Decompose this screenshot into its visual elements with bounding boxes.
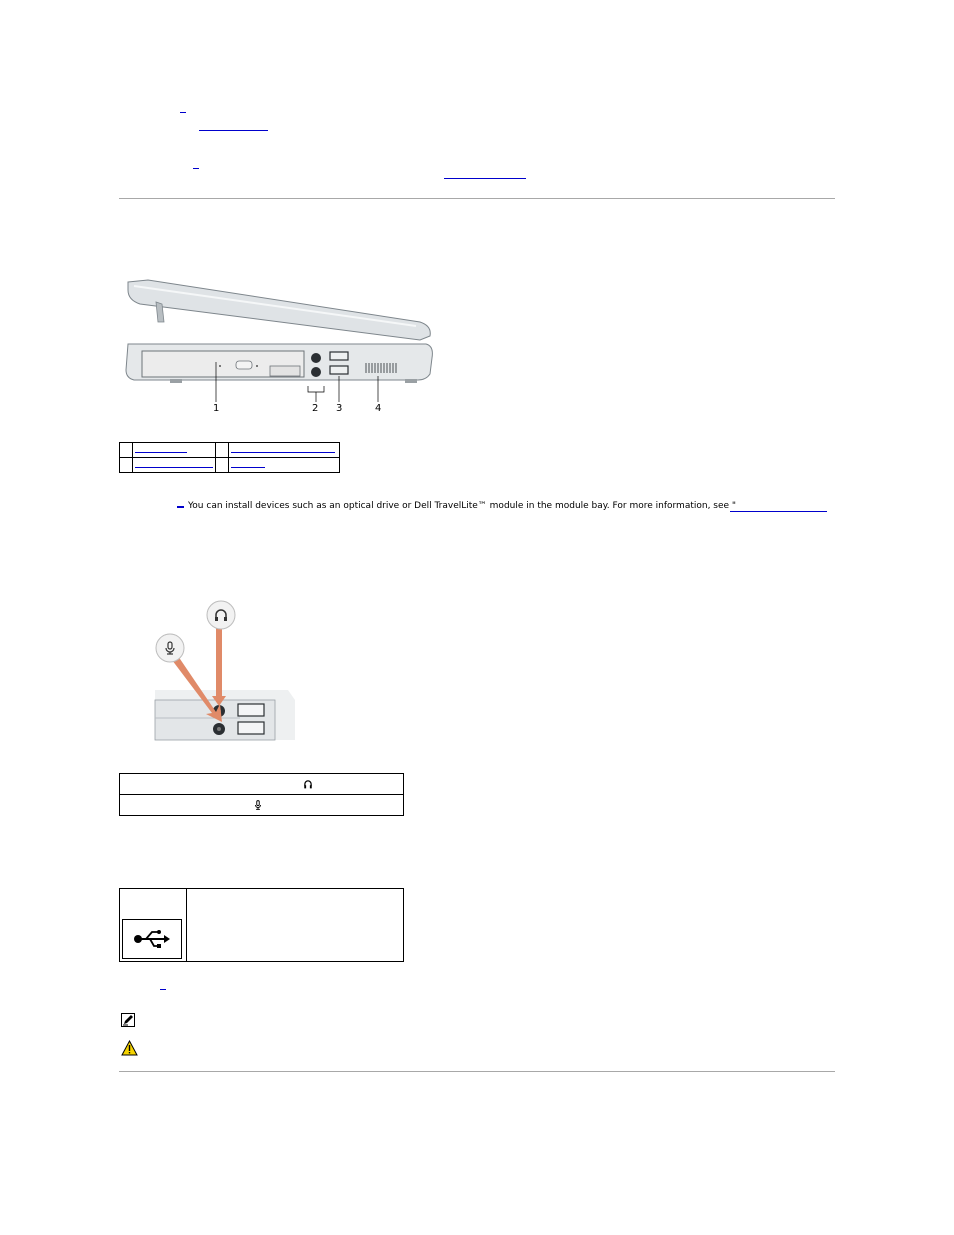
table-row <box>120 889 404 962</box>
back-to-top-link-1[interactable] <box>180 112 186 113</box>
usb-icon-box <box>122 919 182 959</box>
table-row <box>120 443 340 458</box>
microphone-inline-icon <box>253 800 263 810</box>
legend-num: 3 <box>216 443 229 458</box>
headphone-row <box>120 774 404 795</box>
module-bay-link[interactable] <box>730 503 827 512</box>
audio-legend-table <box>119 773 404 816</box>
link-fragment-2[interactable] <box>444 170 526 179</box>
usb-legend-table <box>119 888 404 962</box>
left-side-view-image <box>120 278 440 418</box>
legend-num: 1 <box>120 443 133 458</box>
usb-icon-cell <box>120 889 187 962</box>
table-row <box>120 458 340 473</box>
module-bay-description: You can install devices such as an optical drive or Dell TravelLite™ module in the module bay. For more information, see " <box>188 501 737 511</box>
side-view-legend-table <box>119 442 340 473</box>
legend-link-usb[interactable] <box>229 443 340 458</box>
section-divider-bottom <box>119 1071 835 1072</box>
microphone-icon <box>162 640 178 656</box>
module-bay-bullet <box>177 506 184 508</box>
usb-icon <box>132 929 172 949</box>
legend-link-module-bay[interactable] <box>133 443 216 458</box>
headphones-icon <box>213 607 229 623</box>
section-divider-top <box>119 198 835 199</box>
legend-num: 4 <box>216 458 229 473</box>
microphone-row <box>120 795 404 816</box>
image-callout-2: 2 <box>312 403 319 414</box>
legend-num: 2 <box>120 458 133 473</box>
image-callout-3: 3 <box>336 403 343 414</box>
image-callout-4: 4 <box>375 403 382 414</box>
table-row <box>120 774 404 795</box>
back-to-top-link-3[interactable] <box>160 989 166 990</box>
usb-description <box>187 889 404 962</box>
link-fragment-1[interactable] <box>199 122 268 131</box>
legend-link-vents[interactable] <box>229 458 340 473</box>
back-to-top-link-2[interactable] <box>193 168 199 169</box>
caution-triangle-icon <box>121 1040 138 1056</box>
image-callout-1: 1 <box>213 403 220 414</box>
note-pencil-icon <box>121 1013 135 1027</box>
table-row <box>120 795 404 816</box>
legend-link-audio[interactable] <box>133 458 216 473</box>
headphones-inline-icon <box>303 779 313 789</box>
